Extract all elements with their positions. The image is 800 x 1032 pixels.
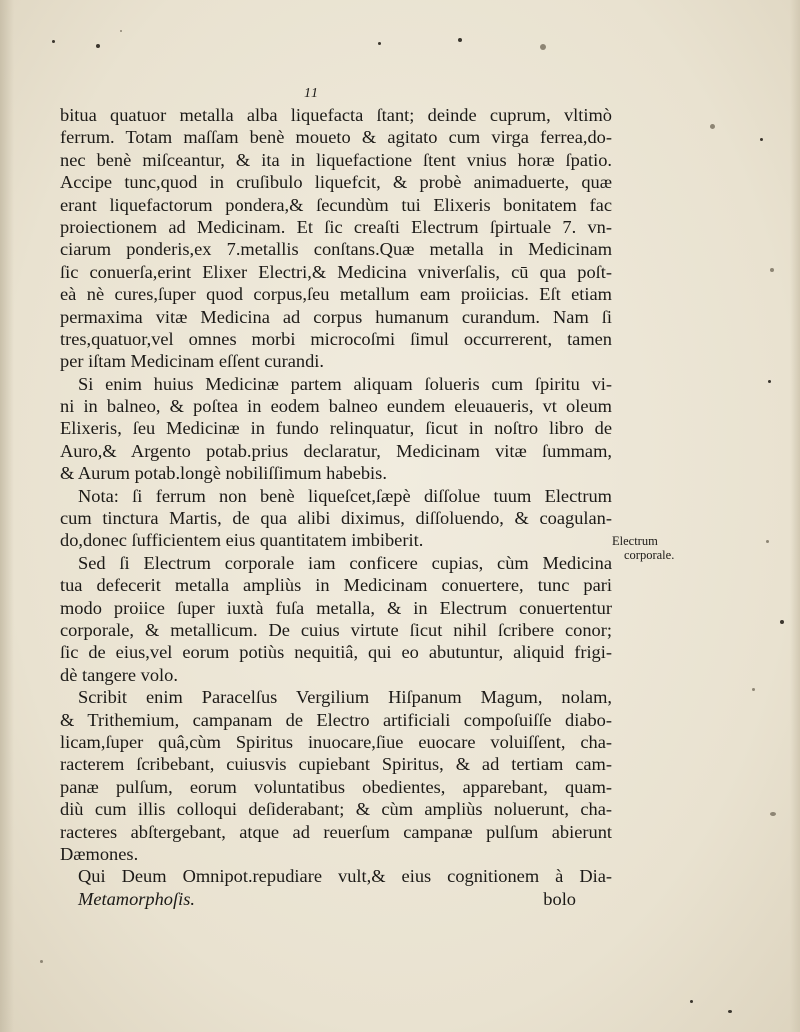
text-line: permaxima vitæ Medicina ad corpus humanum curandum. Nam ſi [60,306,612,327]
ink-speck [378,42,381,45]
text-line: Si enim huius Medicinæ partem aliquam ſolueris cum ſpiritu vi- [78,373,612,394]
text-line: diù cum illis colloqui deſiderabant; & cùm ampliùs noluerunt, cha- [60,799,612,820]
ink-speck [770,268,774,272]
ink-speck [760,138,763,141]
text-line: panæ pulſum, eorum voluntatibus obedientes, apparebant, quam- [60,776,612,797]
text-line: Dæmones. [60,843,139,864]
ink-speck [458,38,462,42]
text-line: & Aurum potab.longè nobiliſſimum habebis. [60,463,387,484]
ink-speck [728,1010,732,1013]
text-line: ciarum ponderis,ex 7.metallis conſtans.Quæ metalla in Medicinam [60,239,612,260]
running-title: Metamorphoſis. [78,888,195,909]
text-line: nec benè miſceantur, & ita in liquefactione ſtent vnius horæ ſpatio. [60,149,612,170]
catchword: bolo [543,888,576,909]
text-line: modo proiice ſuper iuxtà fuſa metalla, & in Electrum conuertentur [60,597,612,618]
text-line: do,donec ſufficientem eius quantitatem imbiberit. [60,530,424,551]
text-line: Elixeris, ſeu Medicinæ in fundo relinquatur, ſicut in noſtro libro de [60,418,612,439]
text-line: corporale, & metallicum. De cuius virtute ſicut nihil ſcribere conor; [60,619,612,640]
body-text [60,104,612,910]
ink-speck [52,40,55,43]
text-line: cum tinctura Martis, de qua alibi diximus, diſſoluendo, & coagulan- [60,508,612,529]
ink-speck [540,44,546,50]
text-line: proiectionem ad Medicinam. Et ſic creaſti Electrum ſpirtuale 7. vn- [60,216,612,237]
text-line: Scribit enim Paracelſus Vergilium Hiſpanum Magum, nolam, [78,687,612,708]
text-line: racterem ſcribebant, cuiusvis cupiebant Spiritus, & ad tertiam cam- [60,754,612,775]
text-line: ſic de eius,vel eorum potiùs nequitiâ, qui eo abutuntur, aliquid frigi- [60,642,612,663]
text-line: racteres abſtergebant, atque ad reuerſum campanæ pulſum abierunt [60,821,612,842]
text-line: ni in balneo, & poſtea in eodem balneo eundem eleuaueris, vt oleum [60,396,612,417]
ink-speck [690,1000,693,1003]
ink-speck [40,960,43,963]
text-line: erant liquefactorum pondera,& ſecundùm tui Elixeris bonitatem fac [60,194,612,215]
text-line: per iſtam Medicinam eſſent curandi. [60,351,325,372]
margin-note-line: Electrum [612,534,658,548]
margin-note-line: corporale. [624,548,675,562]
ink-speck [752,688,755,691]
ink-speck [96,44,100,48]
page-edge-left [0,0,14,1032]
text-line: tres,quatuor,vel omnes morbi microcoſmi ſimul occurrerent, tamen [60,328,612,349]
ink-speck [780,620,784,624]
catchline [60,888,612,910]
text-line: Sed ſi Electrum corporale iam conficere cupias, cùm Medicina [78,552,612,573]
text-line: Accipe tunc,quod in cruſibulo liquefcit, & probè animaduerte, quæ [60,172,612,193]
text-line: bitua quatuor metalla alba liquefacta ſtant; deinde cuprum, vltimò [60,105,612,125]
text-line: eà nè cures,ſuper quod corpus,ſeu metallum eam proiicias. Eſt etiam [60,284,612,305]
text-line: dè tangere volo. [60,664,178,685]
text-line: tua defecerit metalla ampliùs in Medicinam conuertere, tunc pari [60,575,612,596]
page-edge-right [790,0,800,1032]
text-line: Nota: ſi ferrum non benè liqueſcet,ſæpè diſſolue tuum Electrum [78,485,612,506]
text-line: Qui Deum Omnipot.repudiare vult,& eius cognitionem à Dia- [78,866,612,887]
margin-note [612,534,692,562]
page-number: 11 [304,86,319,101]
text-line: licam,ſuper quâ,cùm Spiritus inuocare,ſiue euocare voluiſſent, cha- [60,731,612,752]
text-line: ferrum. Totam maſſam benè moueto & agitato cum virga ferrea,do- [60,127,612,148]
text-line: Auro,& Argento potab.prius declaratur, Medicinam vitæ ſummam, [60,440,612,461]
ink-speck [770,812,776,816]
text-line: & Trithemium, campanam de Electro artificiali compoſuiſſe diabo- [60,709,612,730]
ink-speck [766,540,769,543]
ink-speck [710,124,715,129]
ink-speck [120,30,122,32]
text-line: ſic conuerſa,erint Elixer Electri,& Medicina vniverſalis, cū qua poſt- [60,261,612,282]
ink-speck [768,380,771,383]
